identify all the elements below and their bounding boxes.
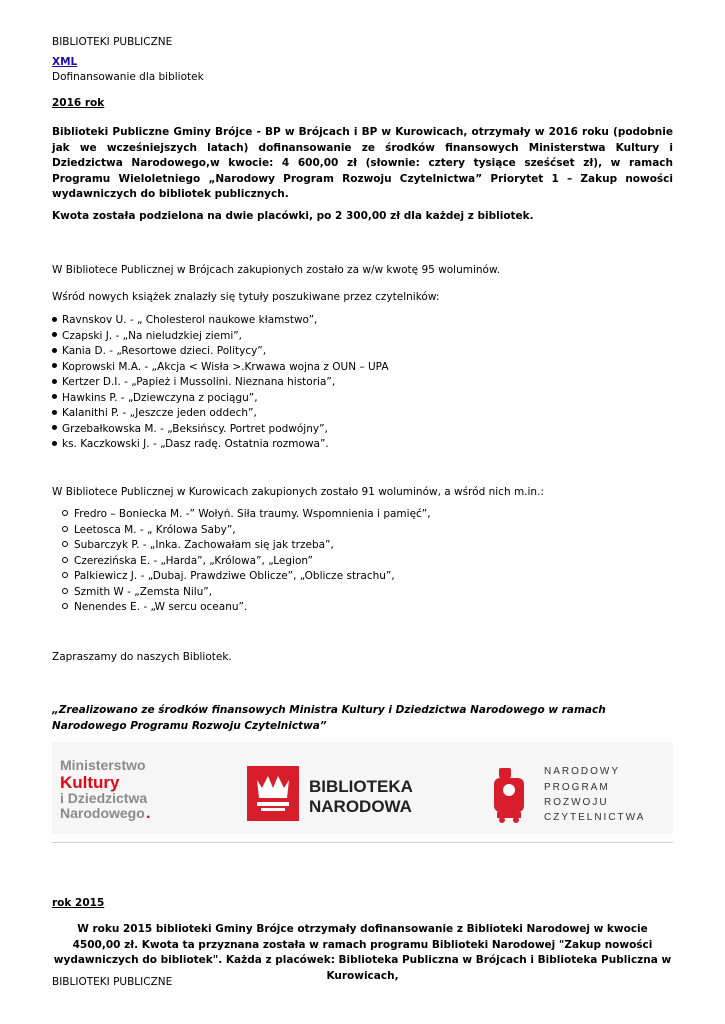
- bullet-icon: [52, 394, 57, 399]
- sponsor-logos-banner: [52, 742, 673, 834]
- list-item: Hawkins P. - „Dziewczyna z pociągu”,: [52, 391, 389, 407]
- page-footer-title: BIBLIOTEKI PUBLICZNE: [52, 976, 173, 988]
- brojce-volumes-text: W Bibliotece Publicznej w Brójcach zakupionych zostało za w/w kwotę 95 woluminów.: [52, 264, 500, 276]
- ministry-line-3: i Dziedzictwa: [60, 790, 148, 806]
- bullet-icon: [52, 363, 57, 368]
- circle-bullet-icon: [62, 572, 68, 578]
- bullet-icon: [52, 317, 57, 322]
- funding-intro-paragraph: Biblioteki Publiczne Gminy Brójce - BP w Brójcach i BP w Kurowicach, otrzymały w 2016 roku (podobnie jak we wcześniejszych latach) dofinansowanie ze środków finansowych Ministerstwa Kultury i Dziedzictwa Narodowego,w kwocie: 4 600,00 zł (słownie: cztery tysiące sześćset zł), w ramach Programu Wieloletniego „Narodowy Program Rozwoju Czytelnictwa” Priorytet 1 – Zakup nowości wydawniczych do bibliotek publicznych.: [52, 126, 673, 200]
- circle-bullet-icon: [62, 526, 68, 532]
- circle-bullet-icon: [62, 510, 68, 516]
- list-item: ks. Kaczkowski J. - „Dasz radę. Ostatnia rozmowa”.: [52, 437, 389, 453]
- library-line-2: NARODOWA: [309, 797, 412, 816]
- list-item: Nenendes E. - „W sercu oceanu”.: [62, 600, 431, 616]
- list-item: Subarczyk P. - „Inka. Zachowałam się jak trzeba”,: [62, 538, 431, 554]
- funding-2015-paragraph: W roku 2015 biblioteki Gminy Brójce otrzymały dofinansowanie z Biblioteki Narodowej w kwocie 4500,00 zł. Kwota ta przyznana została w ramach programu Biblioteki Narodowej "Zakup nowości wydawniczych do bibliotek". Każda z placówek: Biblioteka Publiczna w Brójcach i Biblioteka Publiczna w Kurowicach,: [53, 923, 672, 982]
- library-line-1: BIBLIOTEKA: [309, 777, 413, 796]
- section-divider: [52, 842, 673, 843]
- ministry-culture-logo: [60, 757, 150, 822]
- list-item: Leetosca M. - „ Królowa Saby”,: [62, 523, 431, 539]
- list-item: Grzebałkowska M. - „Beksińscy. Portret podwójny”,: [52, 422, 389, 438]
- funding-split-paragraph: Kwota została podzielona na dwie placówki, po 2 300,00 zł dla każdej z bibliotek.: [52, 210, 534, 222]
- ministry-line-5: .: [146, 805, 151, 822]
- ministry-line-4: Narodowego: [60, 805, 145, 821]
- list-item: Fredro – Boniecka M. -” Wołyń. Siła traumy. Wspomnienia i pamięć”,: [62, 507, 431, 523]
- list-item: Kalanithi P. - „Jeszcze jeden oddech”,: [52, 406, 389, 422]
- xml-link[interactable]: XML: [52, 56, 78, 68]
- program-line-2: PROGRAM: [544, 782, 610, 793]
- kurowice-book-list: [62, 507, 431, 616]
- program-line-3: ROZWOJU: [544, 797, 609, 808]
- circle-bullet-icon: [62, 603, 68, 609]
- circle-bullet-icon: [62, 557, 68, 563]
- year-heading-2015: rok 2015: [52, 897, 105, 909]
- sponsor-logos-graphic: [52, 742, 673, 834]
- list-item: Szmith W - „Zemsta Nilu”,: [62, 585, 431, 601]
- circle-bullet-icon: [62, 588, 68, 594]
- bullet-icon: [52, 332, 57, 337]
- brojce-book-list: [52, 313, 389, 453]
- program-line-4: CZYTELNICTWA: [544, 812, 646, 823]
- program-line-1: NARODOWY: [544, 766, 620, 777]
- invitation-text: Zapraszamy do naszych Bibliotek.: [52, 651, 232, 663]
- page-subtitle: Dofinansowanie dla bibliotek: [52, 71, 204, 83]
- year-heading-2016: 2016 rok: [52, 97, 105, 109]
- list-item: Czerezińska E. - „Harda”, „Królowa”, „Legion”: [62, 554, 431, 570]
- list-item: Palkiewicz J. - „Dubaj. Prawdziwe Oblicze”, „Oblicze strachu”,: [62, 569, 431, 585]
- list-item: Kertzer D.I. - „Papież i Mussolini. Nieznana historia”,: [52, 375, 389, 391]
- bullet-icon: [52, 348, 57, 353]
- funding-quote: „Zrealizowano ze środków finansowych Ministra Kultury i Dziedzictwa Narodowego w ramach Narodowego Programu Rozwoju Czytelnictwa”: [52, 704, 606, 732]
- list-item: Kania D. - „Resortowe dzieci. Politycy”,: [52, 344, 389, 360]
- page-header-title: BIBLIOTEKI PUBLICZNE: [52, 36, 173, 48]
- bullet-icon: [52, 410, 57, 415]
- ministry-line-2: Kultury: [60, 773, 120, 792]
- list-item: Koprowski M.A. - „Akcja < Wisła >.Krwawa wojna z OUN – UPA: [52, 360, 389, 376]
- bullet-icon: [52, 425, 57, 430]
- list-item: Ravnskov U. - „ Cholesterol naukowe kłamstwo”,: [52, 313, 389, 329]
- bullet-icon: [52, 379, 57, 384]
- bullet-icon: [52, 441, 57, 446]
- kurowice-volumes-text: W Bibliotece Publicznej w Kurowicach zakupionych zostało 91 woluminów, a wśród nich m.in.:: [52, 486, 544, 498]
- ministry-line-1: Ministerstwo: [60, 757, 146, 773]
- list-item: Czapski J. - „Na nieludzkiej ziemi”,: [52, 329, 389, 345]
- wanted-titles-text: Wśród nowych książek znalazły się tytuły poszukiwane przez czytelników:: [52, 291, 440, 303]
- circle-bullet-icon: [62, 541, 68, 547]
